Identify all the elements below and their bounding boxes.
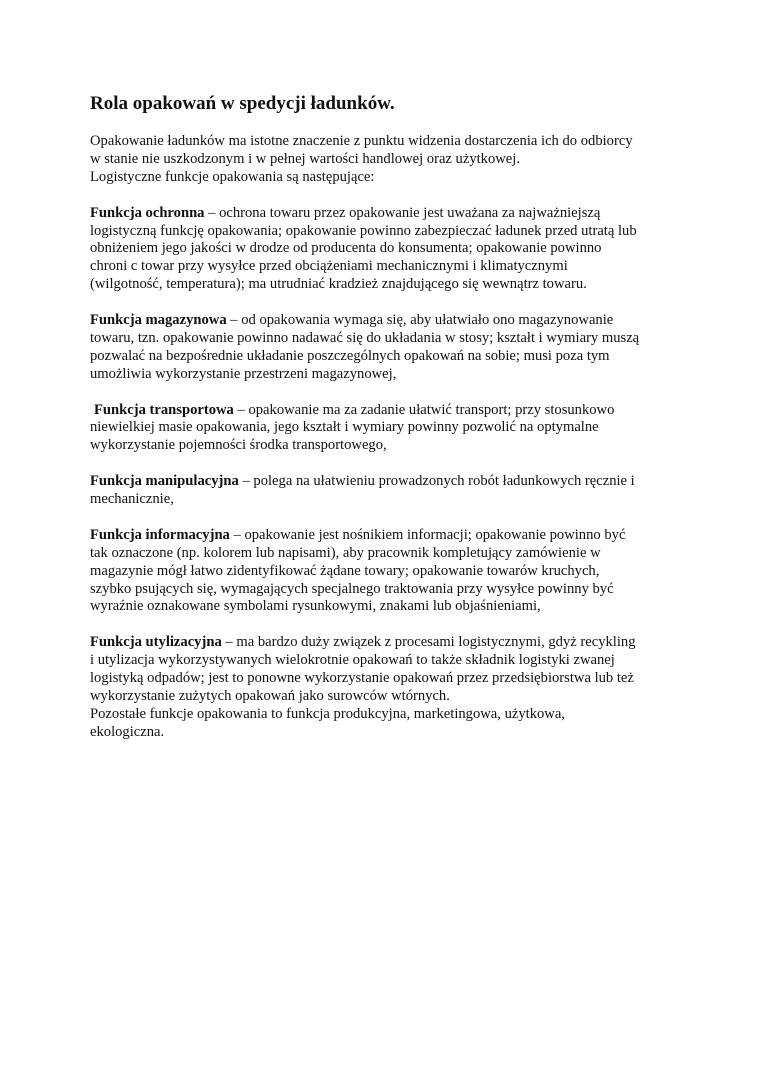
function-term: Funkcja utylizacyjna [90,634,222,651]
function-line: chroni c towar przy wysyłce przed obciążeniami mechanicznymi i klimatycznymi [90,258,568,275]
function-line: – opakowanie jest nośnikiem informacji; opakowanie powinno być [229,526,626,543]
function-utylizacyjna [90,634,680,706]
function-term: Funkcja transportowa [94,401,234,418]
function-line: tak oznaczone (np. kolorem lub napisami), aby pracownik kompletujący zamówienie w [90,544,601,561]
function-line: i utylizacja wykorzystywanych wielokrotnie opakowań to także składnik logistyki zwanej [90,652,615,669]
function-line: (wilgotność, temperatura); ma utrudniać kradzież znajdującego się wewnątrz towaru. [90,276,587,293]
closing-line: Pozostałe funkcje opakowania to funkcja produkcyjna, marketingowa, użytkowa, [90,705,565,722]
function-line: umożliwia wykorzystanie przestrzeni magazynowej, [90,365,397,382]
function-line: mechanicznie, [90,491,174,508]
function-term: Funkcja ochronna [90,204,205,221]
function-ochronna [90,205,680,295]
function-term: Funkcja magazynowa [90,312,227,329]
function-line: – opakowanie ma za zadanie ułatwić transport; przy stosunkowo [233,401,615,418]
function-line: wyraźnie oznakowane symbolami rysunkowymi, znakami lub objaśnieniami, [90,598,541,615]
intro-line: Opakowanie ładunków ma istotne znaczenie z punktu widzenia dostarczenia ich do odbiorcy [90,133,633,149]
function-informacyjna [90,527,680,617]
function-magazynowa [90,312,680,384]
closing-line: ekologiczna. [90,723,165,740]
function-manipulacyjna [90,473,680,509]
function-line: – ma bardzo duży związek z procesami logistycznymi, gdyż recykling [221,634,636,651]
intro-line: Logistyczne funkcje opakowania są następujące: [90,168,375,185]
function-term: Funkcja manipulacyjna [90,473,239,490]
function-line: obniżeniem jego jakości w drodze od producenta do konsumenta; opakowanie powinno [90,240,602,257]
document-page [90,92,680,742]
function-line: – polega na ułatwieniu prowadzonych robót ładunkowych ręcznie i [238,473,635,490]
function-line: szybko psujących się, wymagających specjalnego traktowania przy wysyłce powinny być [90,580,614,597]
function-line: logistyką odpadów; jest to ponowne wykorzystanie opakowań przez przedsiębiorstwa lub też [90,670,634,687]
intro-line: w stanie nie uszkodzonym i w pełnej wartości handlowej oraz użytkowej. [90,150,520,167]
function-line: magazynie mógł łatwo zidentyfikować żądane towary; opakowanie towarów kruchych, [90,562,600,579]
function-line: wykorzystanie zużytych opakowań jako surowców wtórnych. [90,688,450,704]
function-line: – od opakowania wymaga się, aby ułatwiało ono magazynowanie [226,312,614,329]
function-line: – ochrona towaru przez opakowanie jest uważana za najważniejszą [204,204,601,221]
document-title: Rola opakowań w spedycji ładunków. [90,93,395,114]
function-line: logistyczną funkcję opakowania; opakowanie powinno zabezpieczać ładunek przed utratą lub [90,222,637,239]
function-transportowa [90,402,680,456]
function-line: wykorzystanie pojemności środka transportowego, [90,437,387,454]
closing-paragraph [90,706,680,742]
function-line: towaru, tzn. opakowanie powinno nadawać się do układania w stosy; kształt i wymiary muszą [90,329,640,346]
function-term: Funkcja informacyjna [90,526,230,543]
intro-paragraph [90,133,680,187]
function-line: niewielkiej masie opakowania, jego kształt i wymiary powinny pozwolić na optymalne [90,419,599,436]
function-line: pozwalać na bezpośrednie układanie poszczególnych opakowań na sobie; musi poza tym [90,347,610,364]
